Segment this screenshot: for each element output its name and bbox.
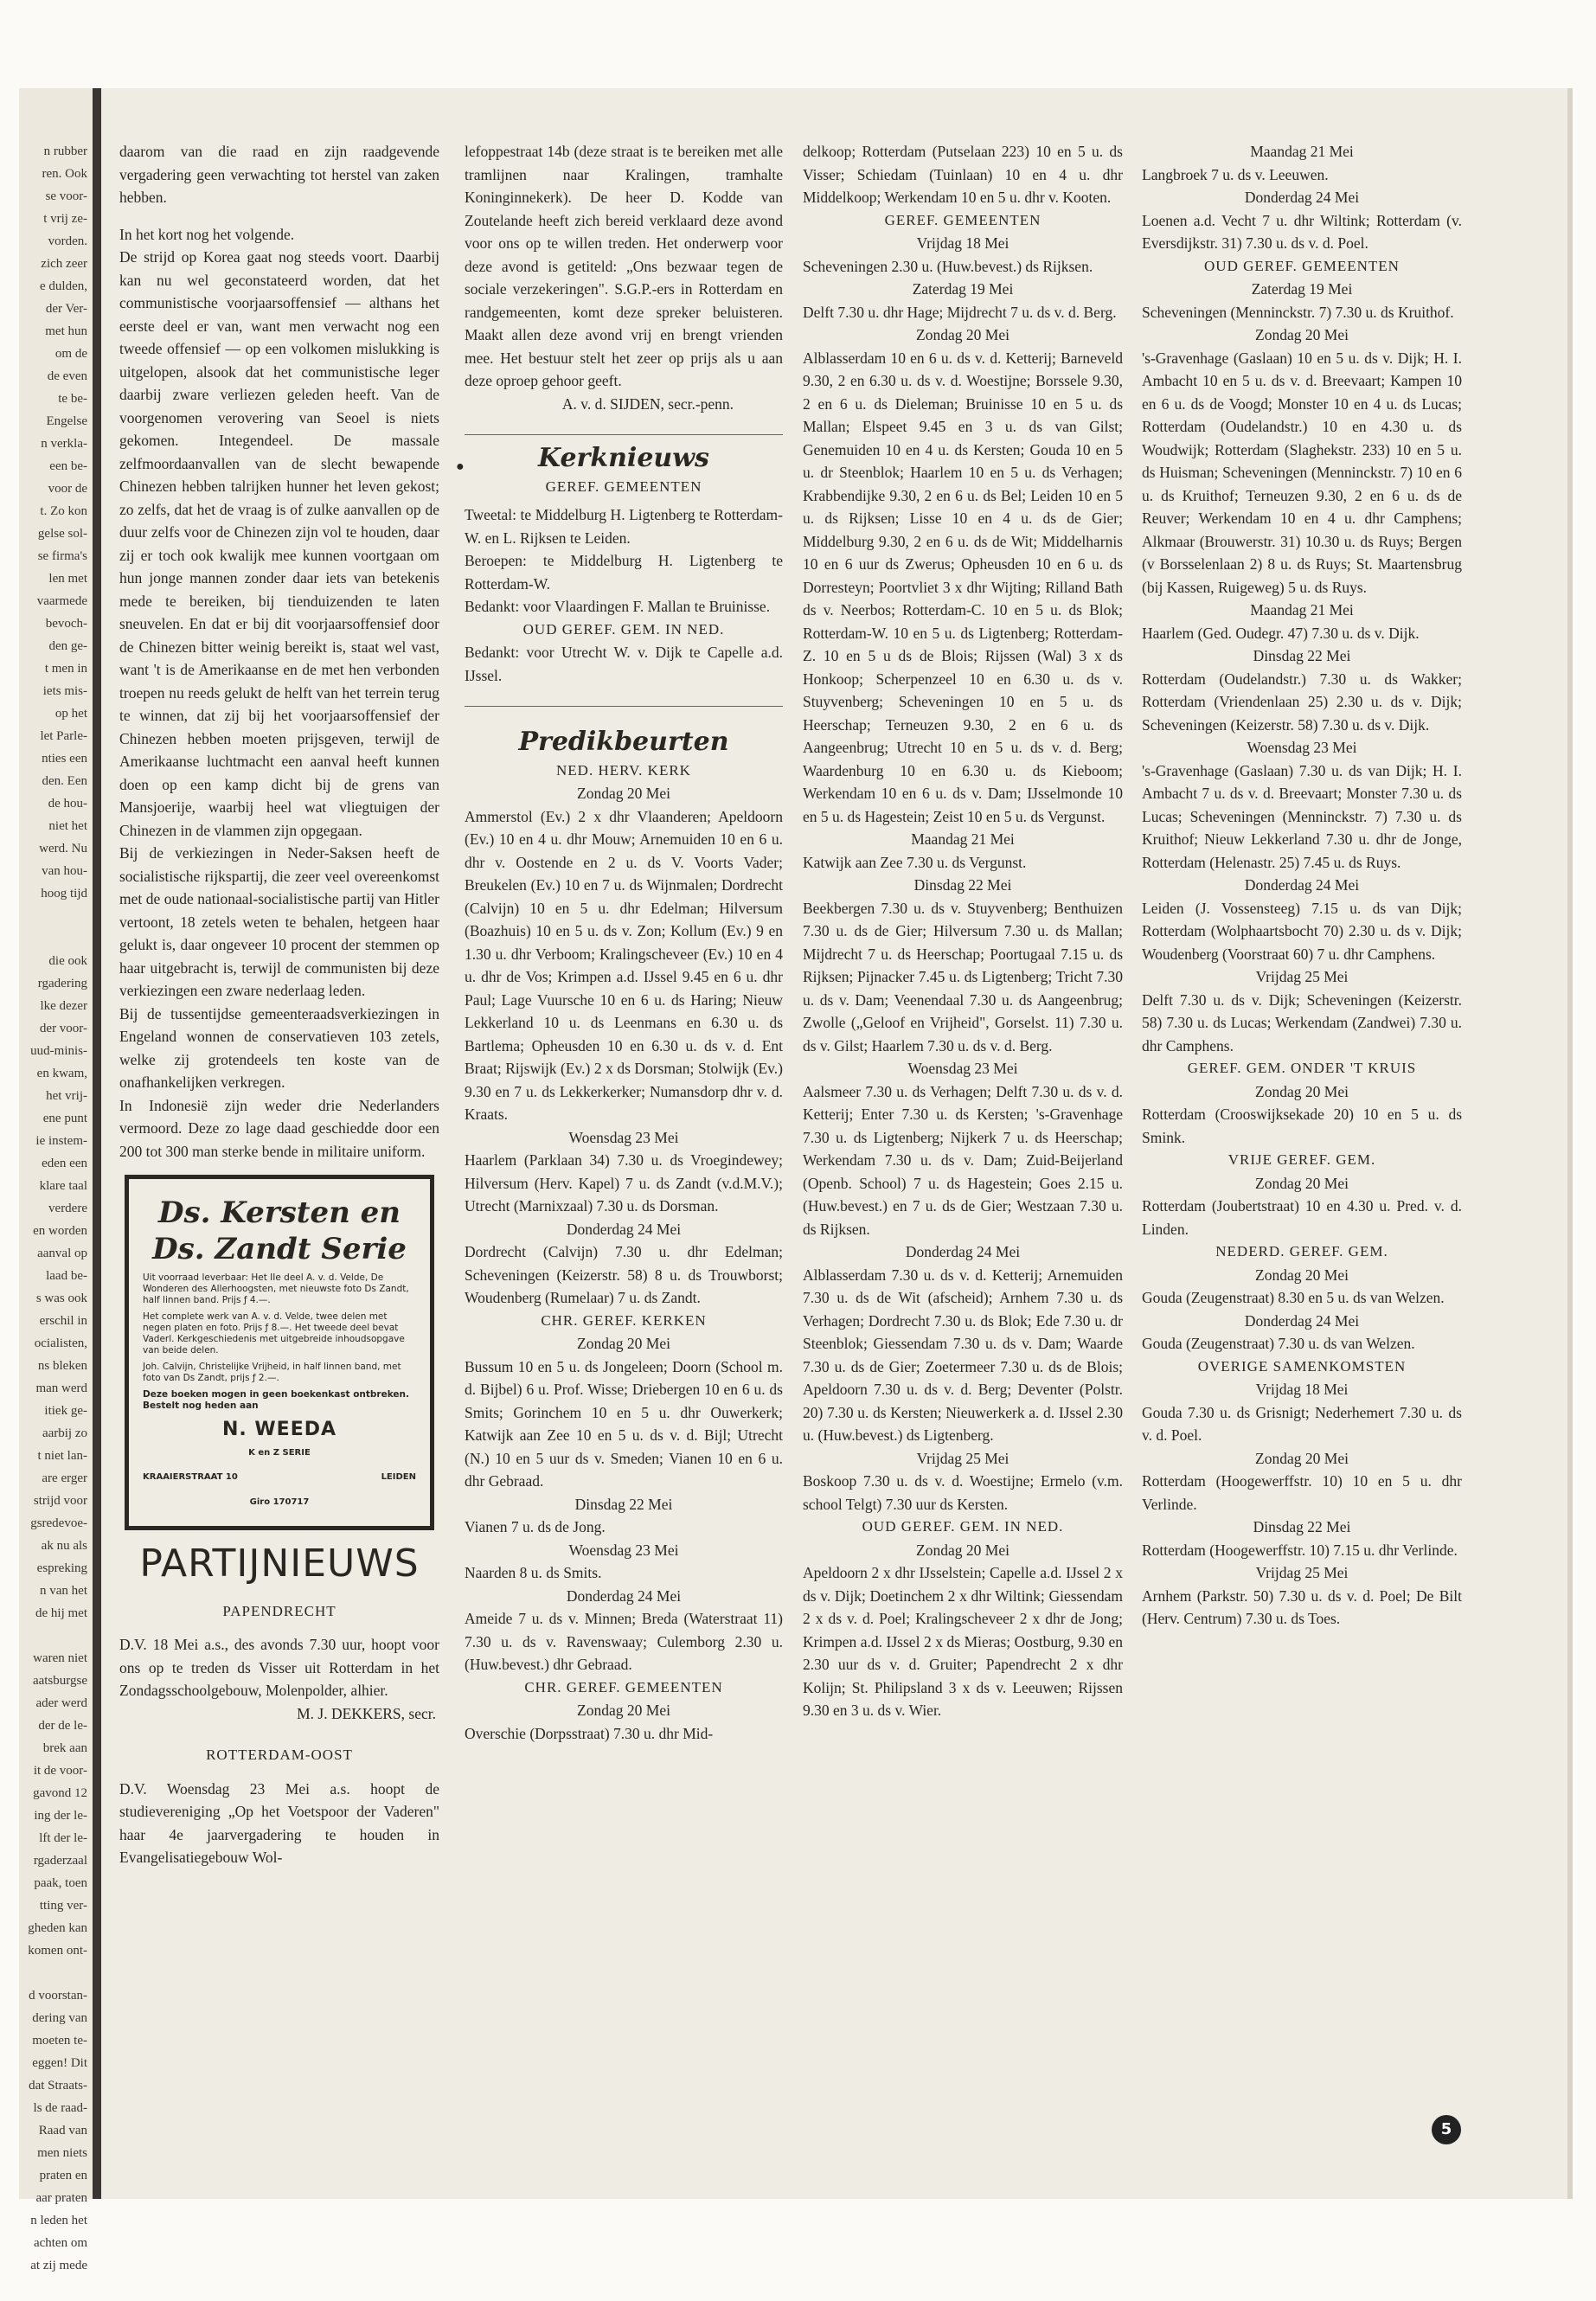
divider (465, 706, 783, 707)
day-heading: Vrijdag 25 Mei (1255, 1564, 1349, 1581)
ad-title: Ds. Kersten en (157, 1195, 401, 1230)
article-paragraph: Bij de verkiezingen in Neder-Saksen heeft de socialistische rijkspartij, die zeer veel overeenkomst met de oude nationaal-socialistische partij van Hitler vertoont, 18 zetels weten te behalen, hetgeen haar gelukt is, daar ongeveer 10 procent der stemmen op haar uitgebracht is, terwijl de communisten bij deze verkiezingen een zware nederlaag leden. (119, 844, 439, 999)
day-heading: Donderdag 24 Mei (1244, 189, 1360, 206)
previous-page-fragment: gelse sol- (37, 527, 87, 541)
previous-page-fragment: op het (54, 707, 87, 721)
article-paragraph: D.V. 18 Mei a.s., des avonds 7.30 uur, hoopt voor ons op te treden ds Visser uit Rotterdam in het Zondagsschoolgebouw, Molenpolder, alhier. (119, 1636, 439, 1699)
previous-page-fragment: s was ook (35, 1292, 87, 1305)
previous-page-fragment: van hou- (42, 864, 87, 878)
article-paragraph: Tweetal: te Middelburg H. Ligtenberg te Rotterdam-W. en L. Rijksen te Leiden. (465, 506, 783, 547)
previous-page-fragment: tting ver- (39, 1899, 87, 1913)
article-paragraph: Beroepen: te Middelburg H. Ligtenberg te Rotterdam-W. (465, 552, 783, 593)
previous-page-fragment: hoog tijd (41, 887, 87, 901)
schedule-text: Gouda 7.30 u. ds Grisnigt; Nederhemert 7.30 u. ds v. d. Poel. (1142, 1403, 1462, 1444)
schedule-text: Rotterdam (Hoogewerffstr. 10) 10 en 5 u. dhr Verlinde. (1142, 1472, 1462, 1513)
subheading: NED. HERV. KERK (556, 761, 691, 779)
previous-page-fragment: t vrij ze- (43, 212, 87, 226)
day-heading: Zaterdag 19 Mei (1251, 280, 1353, 298)
schedule-text: Ammerstol (Ev.) 2 x dhr Vlaanderen; Apeldoorn (Ev.) 10 en 4 u. dhr Mouw; Arnemuiden 10 en 6 u. dhr v. Oostende en 2 u. ds V. Voorts Vader; Breukelen (Ev.) 10 en 7 u. ds Wijnmalen; Dordrecht (Calvijn) 10 en 5 u. dhr Edelman; Hilversum (Boazhuis) 10 en 5 u. ds v. Zon; Kollum (Ev.) 9 en 1.30 u. dhr Verboom; Kralingscheveer (Ev.) 10 en 4 u. dhr de Vos; Krimpen a.d. IJssel 9.45 en 6 u. dhr Paul; Lage Vuursche 10 en 6 u. ds Haring; Nieuw Lekkerland 10 u. ds Leenmans en 6.30 u. ds Bartlema; Opheusden 10 en 6.30 u. ds v. d. Ent Braat; Rijswijk (Ev.) 2 x ds Dorsman; Stolwijk (Ev.) 9.30 en 7 u. ds Lekkerkerker; Numansdorp dhr v. d. Kraats. (465, 807, 783, 1123)
signature: M. J. DEKKERS, secr. (297, 1704, 436, 1722)
schedule-text: Haarlem (Ged. Oudegr. 47) 7.30 u. ds v. Dijk. (1142, 624, 1420, 642)
previous-page-edge (19, 88, 101, 2272)
day-heading: Zondag 20 Mei (1255, 1449, 1349, 1467)
schedule-text: Scheveningen 2.30 u. (Huw.bevest.) ds Rijksen. (803, 257, 1093, 275)
schedule-text: Aalsmeer 7.30 u. ds Verhagen; Delft 7.30 u. ds v. d. Ketterij; Enter 7.30 u. ds Kersten; 's-Gravenhage 7.30 u. ds Ligtenberg; Nijkerk 7 u. ds Heerschap; Werkendam 7.30 u. ds v. Dam; Zuid-Beijerland (Openb. School) 7 u. ds Hagestein; Goes 2.15 u. (Huw.bevest.) en 7 u. ds de Gier; Westzaan 7.30 u. ds Rijksen. (803, 1082, 1123, 1238)
schedule-text: Apeldoorn 2 x dhr IJsselstein; Capelle a.d. IJssel 2 x ds v. Dijk; Doetinchem 2 x dhr Wiltink; Giessendam 2 x ds v. d. Poel; Kralingscheveer 2 x dhr de Jong; Krimpen a.d. IJssel 2 x ds Mieras; Oostburg, 9.30 en 2.30 uur ds v. d. Gruiter; Papendrecht 2 x dhr Kolijn; St. Philipsland 3 x ds v. Leeuwen; Rijssen 9.30 en 3 u. ds v. Wier. (803, 1564, 1123, 1719)
schedule-text: Gouda (Zeugenstraat) 8.30 en 5 u. ds van Welzen. (1142, 1289, 1445, 1306)
previous-page-fragment: erschil in (39, 1314, 87, 1328)
ad-text: Deze boeken mogen in geen boekenkast ontbreken. Bestelt nog heden aan (143, 1389, 410, 1411)
previous-page-fragment: brek aan (42, 1741, 87, 1755)
previous-page-fragment: iets mis- (42, 684, 87, 698)
previous-page-fragment: gsredevoe- (30, 1516, 87, 1530)
previous-page-fragment: dering van (32, 2011, 87, 2025)
previous-page-fragment: Raad van (38, 2124, 87, 2138)
subheading: OVERIGE SAMENKOMSTEN (1197, 1357, 1407, 1375)
ad-text: Uit voorraad leverbaar: Het IIe deel A. v. d. Velde, De Wonderen des Allerhoogsten, met nieuwste foto Ds Zandt, half linnen band. Prijs ƒ 4.—. (143, 1272, 409, 1305)
previous-page-fragment: den ge- (48, 639, 87, 653)
divider (465, 434, 783, 435)
column-3 (803, 140, 1123, 1722)
previous-page-fragment (19, 905, 93, 927)
schedule-text: Rotterdam (Oudelandstr.) 7.30 u. ds Wakker; Rotterdam (Vriendenlaan 25) 2.30 u. ds v. Dijk; Scheveningen (Keizerstr. 58) 7.30 u. ds v. Dijk. (1142, 670, 1462, 734)
schedule-text: delkoop; Rotterdam (Putselaan 223) 10 en 5 u. ds Visser; Schiedam (Tuinlaan) 10 en 4 u. dhr Middelkoop; Werkendam 10 en 5 u. dhr v. Kooten. (803, 143, 1123, 206)
ad-title: Ds. Zandt Serie (152, 1232, 407, 1266)
schedule-text: Bussum 10 en 5 u. ds Jongeleen; Doorn (School m. d. Bijbel) 6 u. Prof. Wisse; Driebergen 10 en 6 u. ds Smits; Gorinchem 10 en 5 u. dhr Ouwerkerk; Katwijk aan Zee 10 en 5 u. ds v. d. Bijl; Utrecht (N.) 10 en 5 uur ds v. Smeden; Vianen 10 en 6 u. dhr Gebraad. (465, 1357, 783, 1490)
bullet-dot: ● (456, 459, 465, 474)
day-heading: Woensdag 23 Mei (1247, 739, 1357, 756)
previous-page-fragment: ren. Ook (42, 167, 87, 181)
previous-page-fragment: vaarmede (36, 594, 87, 608)
ad-giro: Giro 170717 (249, 1497, 310, 1507)
previous-page-fragment: espreking (36, 1561, 87, 1575)
previous-page-fragment: zich zeer (41, 257, 87, 271)
day-heading: Donderdag 24 Mei (566, 1586, 682, 1605)
schedule-text: Boskoop 7.30 u. ds v. d. Woestijne; Ermelo (v.m. school Telgt) 7.30 uur ds Kersten. (803, 1472, 1123, 1513)
day-heading: Donderdag 24 Mei (1244, 1311, 1360, 1330)
schedule-text: Dordrecht (Calvijn) 7.30 u. dhr Edelman; Scheveningen (Keizerstr. 58) 8 u. ds Trouwborst; Woudenberg (Rumelaar) 7 u. ds Zandt. (465, 1243, 783, 1306)
article-paragraph: In het kort nog het volgende. (119, 225, 295, 243)
section-title-predikbeurten: Predikbeurten (518, 727, 729, 757)
day-heading: Maandag 21 Mei (1250, 143, 1354, 160)
day-heading: Woensdag 23 Mei (568, 1128, 679, 1146)
previous-page-fragment: lke dezer (40, 999, 87, 1013)
section-title-partijnieuws: PARTIJNIEUWS (139, 1541, 420, 1586)
schedule-text: Loenen a.d. Vecht 7 u. dhr Wiltink; Rotterdam (v. Eversdijkstr. 31) 7.30 u. ds v. d. Poel. (1142, 211, 1462, 252)
previous-page-fragment: d voorstan- (29, 1989, 87, 2003)
previous-page-fragment: en kwam, (36, 1067, 87, 1080)
page-number: 5 (1432, 2115, 1461, 2144)
previous-page-fragment: gavond 12 (33, 1786, 87, 1800)
day-heading: Maandag 21 Mei (911, 830, 1015, 848)
ad-city: LEIDEN (381, 1472, 416, 1482)
previous-page-fragment: werd. Nu (39, 842, 87, 856)
previous-page-fragment (19, 1962, 93, 1984)
schedule-text: Leiden (J. Vossensteeg) 7.15 u. ds van Dijk; Rotterdam (Wolphaartsbocht 70) 2.30 u. ds v. Dijk; Woudenberg (Voorstraat 60) 7 u. dhr Camphens. (1142, 899, 1462, 963)
day-heading: Donderdag 24 Mei (566, 1220, 682, 1238)
previous-page-fragment: praten en (39, 2169, 87, 2182)
previous-page-fragment: verdere (48, 1202, 87, 1215)
previous-page-fragment: klare taal (39, 1179, 87, 1193)
day-heading: Zaterdag 19 Mei (912, 280, 1014, 298)
day-heading: Zondag 20 Mei (1255, 1266, 1349, 1284)
previous-page-fragment: eden een (42, 1157, 87, 1170)
day-heading: Zondag 20 Mei (1255, 1174, 1349, 1192)
previous-page-fragment (19, 927, 93, 950)
previous-page-fragment: are erger (42, 1471, 87, 1485)
previous-page-fragment: nties een (42, 752, 87, 766)
ad-street: KRAAIERSTRAAT 10 (143, 1472, 238, 1482)
previous-page-fragment: gheden kan (28, 1921, 87, 1935)
previous-page-fragment: aarbij zo (42, 1426, 87, 1440)
previous-page-fragment: ing der le- (34, 1809, 87, 1823)
ad-seller-name: N. WEEDA (221, 1419, 337, 1440)
previous-page-fragment: komen ont- (28, 1944, 87, 1958)
previous-page-fragment: t niet lan- (37, 1449, 87, 1463)
previous-page-fragment: om de (54, 347, 87, 361)
article-paragraph: In Indonesië zijn weder drie Nederlanders vermoord. Deze zo lage daad geschiedde door een 200 tot 300 man sterke bende in militaire uniform. (119, 1096, 439, 1160)
previous-page-fragment: dat Straats- (29, 2079, 87, 2093)
previous-page-fragment: Engelse (46, 414, 87, 428)
previous-page-fragment: se voor- (45, 189, 87, 203)
subheading: CHR. GEREF. GEMEENTEN (524, 1678, 723, 1695)
schedule-text: Naarden 8 u. ds Smits. (465, 1564, 602, 1581)
article-paragraph: daarom van die raad en zijn raadgevende vergadering geen verwachting tot herstel van zaken hebben. (119, 143, 439, 206)
day-heading: Maandag 21 Mei (1250, 601, 1354, 619)
previous-page-fragment: len met (48, 572, 87, 586)
previous-page-fragment: de hou- (48, 797, 87, 811)
previous-page-fragment: n rubber (43, 144, 87, 158)
schedule-text: Haarlem (Parklaan 34) 7.30 u. ds Vroegindewey; Hilversum (Herv. Kapel) 7 u. ds Zandt (v.d.M.V.); Utrecht (Marnixzaal) 7.30 u. ds Dorsman. (465, 1151, 783, 1215)
column-4 (1142, 140, 1462, 1631)
schedule-text: 's-Gravenhage (Gaslaan) 7.30 u. ds van Dijk; H. I. Ambacht 7 u. ds v. d. Breevaart; Monster 7.30 u. ds Lucas; Scheveningen (Menninckstr. 7) 7.30 u. ds Kruithof; Nieuw Lekkerland 7.30 u. dhr de Jonge, Rotterdam (Helenastr. 25) 7.45 u. ds Ruys. (1142, 761, 1462, 871)
day-heading: Donderdag 24 Mei (905, 1243, 1021, 1260)
day-heading: Vrijdag 25 Mei (916, 1449, 1010, 1467)
subheading: GEREF. GEM. ONDER 'T KRUIS (1187, 1060, 1417, 1076)
previous-page-fragment: aatsburgse (32, 1674, 87, 1688)
subheading: OUD GEREF. GEM. IN NED. (862, 1518, 1064, 1535)
previous-page-fragment: man werd (35, 1381, 87, 1395)
previous-page-fragment: n verkla- (41, 437, 87, 451)
schedule-text: Langbroek 7 u. ds v. Leeuwen. (1142, 165, 1329, 183)
schedule-text: Katwijk aan Zee 7.30 u. ds Vergunst. (803, 853, 1027, 871)
previous-page-fragments (19, 88, 93, 2277)
subheading: NEDERD. GEREF. GEM. (1215, 1243, 1388, 1259)
day-heading: Zondag 20 Mei (916, 326, 1010, 343)
schedule-text: Overschie (Dorpsstraat) 7.30 u. dhr Mid- (465, 1724, 714, 1742)
previous-page-fragment: lft der le- (39, 1831, 87, 1845)
previous-page-fragment: n leden het (30, 2214, 87, 2227)
schedule-text: Alblasserdam 7.30 u. ds v. d. Ketterij; Arnemuiden 7.30 u. ds de Wit (afscheid); Arnhem 7.30 u. ds Verhagen; Dordrecht 7.30 u. ds Blok; Ede 7.30 u. dr Steenblok; Giessendam 7.30 u. ds v. Dam; Waarde 7.30 u. ds de Gier; Zoetermeer 7.30 u. ds de Blois; Apeldoorn 7.30 u. ds v. d. Berg; Deventer (Polstr. 20) 7.30 u. ds Kersten; Nieuwerkerk a. d. IJssel 2.30 u. (Huw.bevest.) ds Ligtenberg. (803, 1266, 1123, 1444)
previous-page-fragment: bevoch- (45, 617, 87, 631)
day-heading: Zondag 20 Mei (577, 1335, 670, 1352)
previous-page-fragment: itiek ge- (44, 1404, 87, 1418)
day-heading: Zondag 20 Mei (916, 1541, 1010, 1559)
schedule-text: 's-Gravenhage (Gaslaan) 10 en 5 u. ds v. Dijk; H. I. Ambacht 10 en 5 u. ds v. d. Breevaart; Kampen 10 en 6 u. ds de Voogd; Monster 10 en 4 u. ds Lucas; Rotterdam (Oudelandstr.) 10 en 4.30 u. ds Woudwijk; Rotterdam (Slaghekstr. 233) 10 en 5 u. ds Huisman; Scheveningen (Menninckstr. 7) 10 en 6 u. ds Kruithof; Terneuzen 9.30, 2 en 6 u. ds de Reuver; Werkendam 10 en 4 u. dhr Camphens; Alkmaar (Brouwerstr. 31) 10.30 u. ds Ruys; Bergen (v Borsselenlaan 2) 8 u. ds Ruys; St. Maartensbrug (bij Kassen, Ruigeweg) 5 u. ds Ruys. (1142, 349, 1462, 596)
book-advertisement (125, 1175, 434, 1530)
subheading: CHR. GEREF. KERKEN (541, 1311, 707, 1329)
schedule-text: Delft 7.30 u. ds v. Dijk; Scheveningen (Keizerstr. 58) 7.30 u. ds Lucas; Werkendam (Zandwei) 7.30 u. dhr Camphens. (1142, 990, 1462, 1054)
subheading: VRIJE GEREF. GEM. (1227, 1151, 1376, 1168)
previous-page-fragment: ie instem- (35, 1134, 87, 1148)
previous-page-fragment: let Parle- (40, 729, 87, 743)
column-2 (456, 140, 783, 1745)
article-paragraph: Bij de tussentijdse gemeenteraadsverkiezingen in Engeland wonnen de conservatieven 103 zetels, welke zij grotendeels ten koste van de onafhankelijken verkregen. (119, 1004, 439, 1091)
day-heading: Vrijdag 18 Mei (916, 234, 1010, 252)
previous-page-fragment: eggen! Dit (32, 2056, 87, 2070)
previous-page-fragment (19, 1625, 93, 1647)
day-heading: Dinsdag 22 Mei (574, 1495, 673, 1513)
previous-page-fragment: e dulden, (40, 279, 87, 293)
previous-page-fragment: der de le- (38, 1719, 87, 1733)
subheading: ROTTERDAM-OOST (206, 1747, 353, 1763)
previous-page-fragment: strijd voor (33, 1494, 87, 1508)
previous-page-fragment: moeten te- (32, 2034, 87, 2048)
article-paragraph: Bedankt: voor Vlaardingen F. Mallan te Bruinisse. (465, 598, 771, 615)
previous-page-fragment: de even (47, 369, 87, 383)
day-heading: Woensdag 23 Mei (907, 1060, 1018, 1077)
day-heading: Vrijdag 25 Mei (1255, 968, 1349, 985)
previous-page-fragment: aanval op (37, 1247, 87, 1260)
schedule-text: Ameide 7 u. ds v. Minnen; Breda (Waterstraat 11) 7.30 u. ds v. Ravenswaay; Culemborg 2.30 u. (Huw.bevest.) dhr Gebraad. (465, 1610, 783, 1673)
previous-page-fragment: ocialisten, (34, 1336, 87, 1350)
previous-page-fragment: te be- (58, 392, 87, 406)
previous-page-fragment: de hij met (35, 1606, 87, 1620)
previous-page-fragment: se firma's (37, 549, 87, 563)
kerknieuws-header (456, 443, 783, 474)
previous-page-fragment: met hun (45, 324, 87, 338)
day-heading: Dinsdag 22 Mei (1253, 647, 1351, 664)
day-heading: Zondag 20 Mei (577, 1702, 670, 1719)
previous-page-fragment: it de voor- (33, 1764, 87, 1778)
previous-page-fragment: laad be- (46, 1269, 87, 1283)
ad-series: K en Z SERIE (248, 1447, 311, 1458)
previous-page-fragment: uud-minis- (30, 1044, 87, 1058)
previous-page-fragment: aar praten (35, 2191, 87, 2205)
ad-address (143, 1466, 416, 1490)
signature: A. v. d. SIJDEN, secr.-penn. (561, 394, 734, 413)
schedule-text: Alblasserdam 10 en 6 u. ds v. d. Ketterij; Barneveld 9.30, 2 en 6.30 u. ds v. d. Woestijne; Borssele 9.30, 2 en 6 u. ds Dieleman; Bruinisse 10 en 5 u. ds Mallan; Elspeet 9.45 en 3 u. ds van Gilst; Genemuiden 10 en 4 u. ds Kersten; Gouda 10 en 5 u. dr Steenblok; Haarlem 10 en 5 u. ds Verhagen; Krabbendijke 9.30, 2 en 6 u. ds Bel; Leiden 10 en 5 u. ds Rijksen; Lisse 10 en 4 u. ds de Gier; Middelburg 9.30, 2 en 6 u. ds de Wit; Middelharnis 10 en 6 uur ds Zwerus; Opheusden 10 en 6 u. ds Dorresteyn; Poortvliet 3 x dhr Wijting; Rilland Bath ds v. Neerbos; Rotterdam-C. 10 en 5 u. ds Blok; Rotterdam-W. 10 en 5 u. ds Ligtenberg; Rotterdam-Z. 10 en 5 u ds de Blois; Rijssen (Wal) 3 x ds Honkoop; Scherpenzeel 10 en 6.30 u. ds v. Stuyvenberg; Scheveningen 10 en 5 u. ds Heerschap; Terneuzen 9.30, 2 en 6 u. ds Aangeenbrug; Utrecht 10 en 5 u. ds v. d. Berg; Waardenburg 10 en 6.30 u. ds Kieboom; Werkendam 10 en 6 u. ds v. Dam; IJsselmonde 10 en 5 u. ds Hagestein; Zeist 10 en 5 u. ds Vergunst. (803, 349, 1123, 825)
previous-page-fragment: at zij mede (30, 2259, 87, 2272)
article-paragraph: De strijd op Korea gaat nog steeds voort. Daarbij kan nu wel geconstateerd worden, dat het communistische voorjaarsoffensief — althans het eerste deel er van, want men verwacht nog een tweede offensief — op een volkomen mislukking is uitgelopen, alsook dat het communistische leger daarbij zware verliezen geleden heeft. Van de voorgenomen verovering van Seoel is niets gekomen. Integendeel. De massale zelfmoordaanvallen van de slecht bewapende Chinezen hebben talrijken hunner het leven gekost; zo zelfs, dat het de vraag is of zulke aanvallen op de duur zelfs voor de Chinezen zijn vol te houden, daar zij er toch ook kwalijk mee kunnen voortgaan om hun jonge mannen zonder daar iets van betekenis mede te bereiken, bij tienduizenden te laten sneuvelen. En dat er bij dit voorjaarsoffensief door de Chinezen bitter weinig bereikt is, staat wel vast, want 't is de Amerikaanse en de met hen verbonden troepen nu reeds gelukt de helft van het terrein terug te winnen, dat zij bij het voorjaarsoffensief der Chinezen hebben moeten prijsgeven, terwijl de Amerikaanse luchtmacht een aanval heeft kunnen doen op een kamp dicht bij de grens van Mansjoerije, waarbij heel wat vliegtuigen der Chinezen in de vlammen zijn opgegaan. (119, 248, 439, 839)
day-heading: Dinsdag 22 Mei (1253, 1518, 1351, 1535)
previous-page-fragment: een be- (49, 459, 87, 473)
day-heading: Dinsdag 22 Mei (913, 876, 1012, 894)
column-1 (119, 140, 439, 1869)
previous-page-fragment: rgaderzaal (33, 1854, 87, 1868)
previous-page-fragment: n van het (40, 1584, 87, 1598)
day-heading: Woensdag 23 Mei (568, 1541, 679, 1559)
previous-page-fragment: die ook (48, 954, 87, 968)
subheading: GEREF. GEMEENTEN (884, 211, 1042, 228)
subheading: OUD GEREF. GEM. IN NED. (522, 620, 725, 638)
ad-text: Joh. Calvijn, Christelijke Vrijheid, in half linnen band, met foto van Ds Zandt, prijs ƒ 2.—. (143, 1362, 401, 1383)
previous-page-fragment: niet het (48, 819, 87, 833)
schedule-text: Gouda (Zeugenstraat) 7.30 u. ds van Welzen. (1142, 1335, 1415, 1352)
schedule-text: Rotterdam (Hoogewerffstr. 10) 7.15 u. dhr Verlinde. (1142, 1541, 1458, 1559)
schedule-text: Arnhem (Parkstr. 50) 7.30 u. ds v. d. Poel; De Bilt (Herv. Centrum) 7.30 u. ds Toes. (1142, 1586, 1462, 1627)
day-heading: Vrijdag 18 Mei (1255, 1381, 1349, 1398)
previous-page-fragment: t. Zo kon (40, 504, 87, 518)
previous-page-fragment: ns bleken (37, 1359, 87, 1373)
previous-page-fragment: paak, toen (34, 1876, 87, 1890)
schedule-text: Scheveningen (Menninckstr. 7) 7.30 u. ds Kruithof. (1142, 303, 1454, 321)
schedule-text: Beekbergen 7.30 u. ds v. Stuyvenberg; Benthuizen 7.30 u. ds de Gier; Hilversum 7.30 u. ds Mallan; Mijdrecht 7 u. ds Heerschap; Poortugaal 7.15 u. ds Rijksen; Pijnacker 7.45 u. ds Ligtenberg; Tricht 7.30 u. ds v. Dam; Veenendaal 7.30 u. ds Aangeenbrug; Zwolle („Geloof en Vrijheid", Gorselst. 11) 7.30 u. ds v. Gilst; Haarlem 7.30 u. ds v. d. Berg. (803, 899, 1123, 1054)
previous-page-fragment: den. Een (42, 774, 87, 788)
subheading: OUD GEREF. GEMEENTEN (1204, 257, 1400, 274)
article-paragraph: D.V. Woensdag 23 Mei a.s. hoopt de studievereniging „Op het Voetspoor der Vaderen" haar 4e jaarvergadering te houden in Evangelisatiegebouw Wol- (119, 1779, 439, 1866)
previous-page-fragment: ak nu als (41, 1539, 87, 1553)
schedule-text: Rotterdam (Joubertstraat) 10 en 4.30 u. Pred. v. d. Linden. (1142, 1197, 1462, 1238)
previous-page-fragment: t men in (44, 662, 87, 676)
previous-page-fragment: ls de raad- (33, 2101, 87, 2115)
previous-page-fragment: der voor- (39, 1022, 87, 1035)
subheading: GEREF. GEMEENTEN (545, 478, 702, 495)
previous-page-fragment: ene punt (42, 1112, 87, 1125)
previous-page-fragment: voor de (48, 482, 87, 496)
article-paragraph: Bedankt: voor Utrecht W. v. Dijk te Capelle a.d. IJssel. (465, 644, 783, 684)
previous-page-fragment: het vrij- (46, 1089, 87, 1103)
day-heading: Zondag 20 Mei (1255, 1082, 1349, 1100)
previous-page-fragment: waren niet (33, 1651, 87, 1665)
previous-page-fragment: vorden. (48, 234, 87, 248)
schedule-text: Vianen 7 u. ds de Jong. (465, 1518, 606, 1535)
previous-page-fragment: achten om (33, 2236, 87, 2250)
schedule-text: Delft 7.30 u. dhr Hage; Mijdrecht 7 u. ds v. d. Berg. (803, 303, 1117, 321)
previous-page-fragment: der Ver- (45, 302, 87, 316)
previous-page-fragment: men niets (37, 2146, 87, 2160)
subheading: PAPENDRECHT (222, 1602, 337, 1619)
previous-page-fragment: en worden (33, 1224, 87, 1238)
article-paragraph: lefoppestraat 14b (deze straat is te bereiken met alle tramlijnen naar Kralingen, tramhalte Koninginnekerk). De heer D. Kodde van Zoutelande heeft zich bereid verklaard deze avond voor ons op te willen treden. Het onderwerp voor deze avond is getiteld: „Ons bezwaar tegen de sociale verzekeringen". S.G.P.-ers in Rotterdam en randgemeenten, komt deze spreker beluisteren. Maakt allen deze avond vrij en brengt vrienden mee. Het bestuur stelt het zeer op prijs als u aan deze oproep gehoor geeft. (465, 143, 783, 389)
ad-text: Het complete werk van A. v. d. Velde, twee delen met negen platen en foto. Prijs ƒ 8.—. Het tweede deel bevat Vaderl. Kerkgeschiedenis met uitgebreide inhoudsopgave van beide delen. (143, 1311, 405, 1356)
schedule-text: Rotterdam (Crooswijksekade 20) 10 en 5 u. ds Smink. (1142, 1106, 1462, 1146)
day-heading: Zondag 20 Mei (577, 785, 670, 802)
day-heading: Zondag 20 Mei (1255, 326, 1349, 343)
day-heading: Donderdag 24 Mei (1244, 876, 1360, 894)
previous-page-fragment: rgadering (37, 977, 87, 990)
section-title-kerknieuws: Kerknieuws (538, 443, 709, 473)
previous-page-fragment: ader werd (35, 1696, 87, 1710)
